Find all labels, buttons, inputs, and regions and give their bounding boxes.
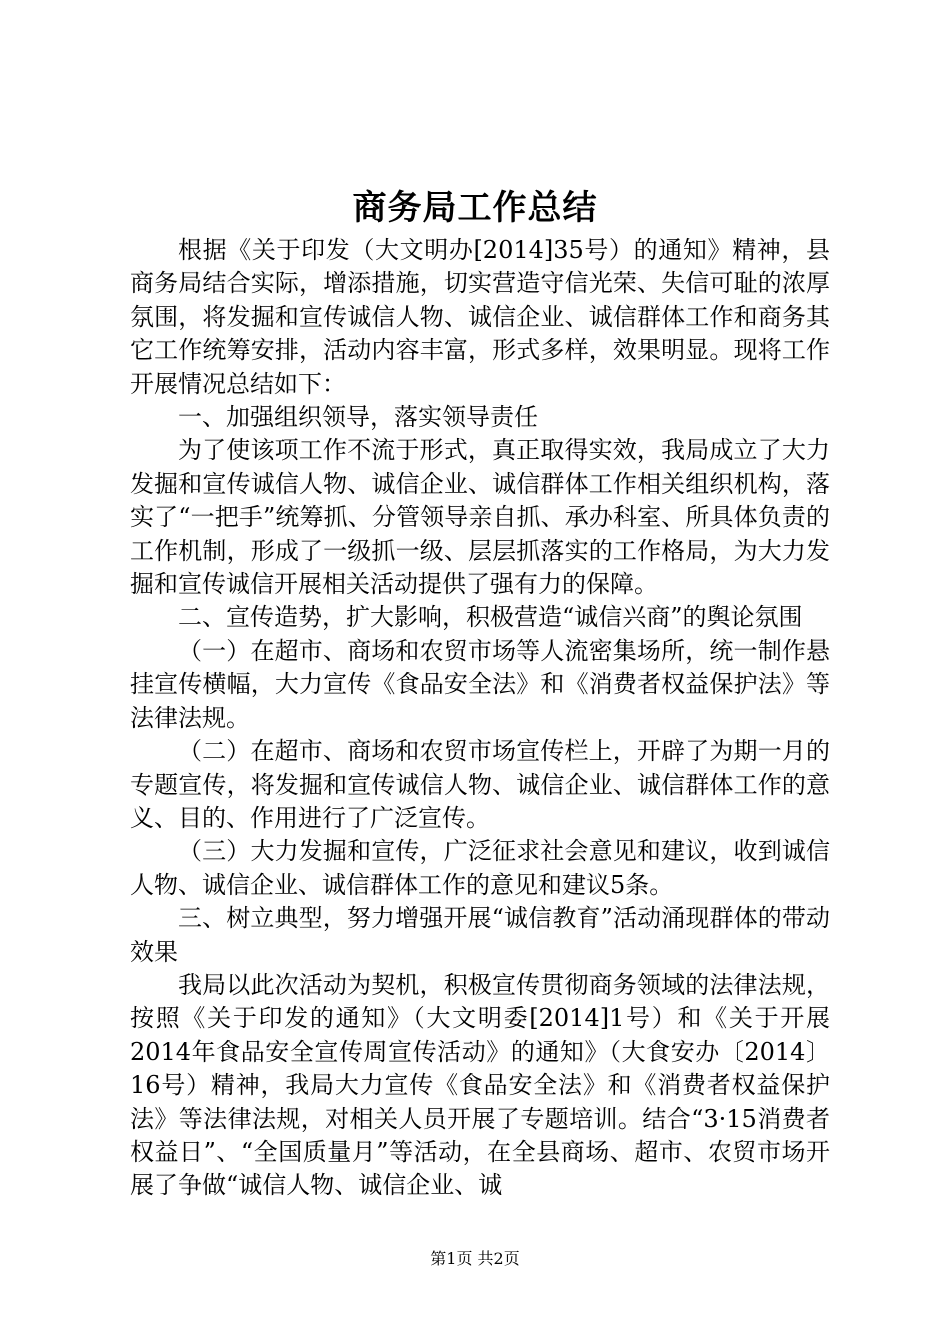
section-heading-3: 三、树立典型，努力增强开展“诚信教育”活动涌现群体的带动效果 xyxy=(130,904,830,966)
document-body xyxy=(130,234,830,1203)
paragraph-item-1: （一）在超市、商场和农贸市场等人流密集场所，统一制作悬挂宣传横幅，大力宣传《食品安全法》和《消费者权益保护法》等法律法规。 xyxy=(130,636,830,732)
page-number-footer: 第1页 共2页 xyxy=(430,1249,520,1268)
paragraph-item-2: （二）在超市、商场和农贸市场宣传栏上，开辟了为期一月的专题宣传，将发掘和宣传诚信人物、诚信企业、诚信群体工作的意义、目的、作用进行了广泛宣传。 xyxy=(130,737,830,832)
section-heading-1: 一、加强组织领导，落实领导责任 xyxy=(178,403,538,432)
paragraph-section-3: 我局以此次活动为契机，积极宣传贯彻商务领域的法律法规，按照《关于印发的通知》（大文明委[2014]1号）和《关于开展2014年食品安全宣传周宣传活动》的通知》（大食安办〔2014〕16号）精神，我局大力宣传《食品安全法》和《消费者权益保护法》等法律法规，对相关人员开展了专题培训。结合“3·15消费者权益日”、“全国质量月”等活动，在全县商场、超市、农贸市场开展了争做“诚信人物、诚信企业、诚 xyxy=(130,970,830,1200)
paragraph-section-1: 为了使该项工作不流于形式，真正取得实效，我局成立了大力发掘和宣传诚信人物、诚信企业、诚信群体工作相关组织机构，落实了“一把手”统筹抓、分管领导亲自抓、承办科室、所具体负责的工作机制，形成了一级抓一级、层层抓落实的工作格局，为大力发掘和宣传诚信开展相关活动提供了强有力的保障。 xyxy=(130,436,830,599)
document-title: 商务局工作总结 xyxy=(352,188,598,228)
paragraph-item-3: （三）大力发掘和宣传，广泛征求社会意见和建议，收到诚信人物、诚信企业、诚信群体工作的意见和建议5条。 xyxy=(130,837,830,899)
section-heading-2: 二、宣传造势，扩大影响，积极营造“诚信兴商”的舆论氛围 xyxy=(178,603,803,632)
paragraph-intro: 根据《关于印发（大文明办[2014]35号）的通知》精神，县商务局结合实际，增添措施，切实营造守信光荣、失信可耻的浓厚氛围，将发掘和宣传诚信人物、诚信企业、诚信群体工作和商务其它工作统筹安排，活动内容丰富，形式多样，效果明显。现将工作开展情况总结如下： xyxy=(130,236,830,398)
